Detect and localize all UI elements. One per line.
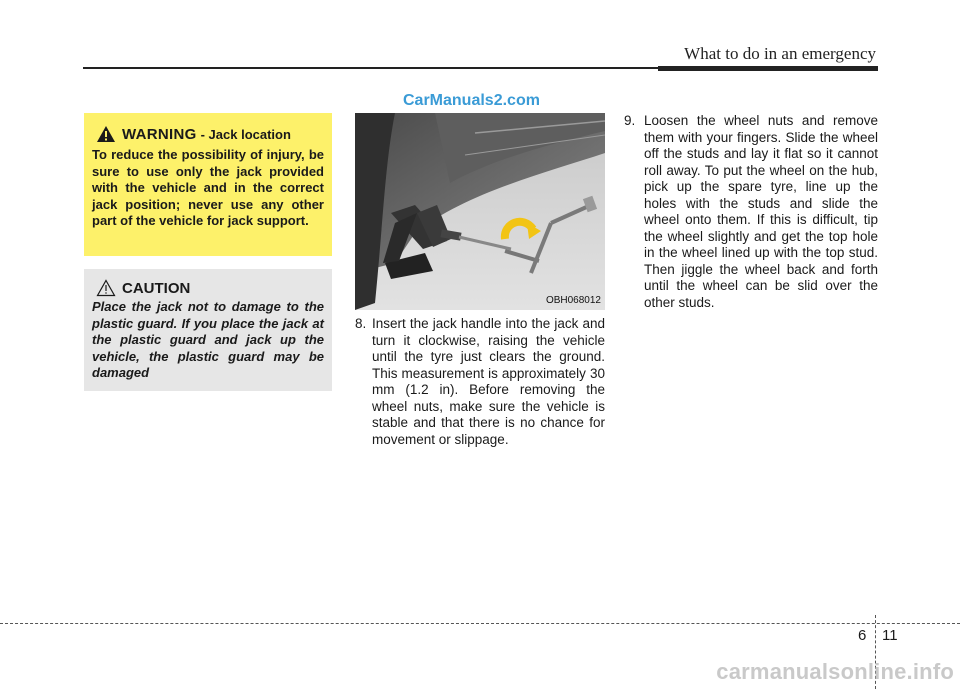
step-number: 8. <box>355 316 367 331</box>
step-text: Insert the jack handle into the jack and turn it clockwise, raising the vehicle until the tyre just clears the ground. This measurement is approximately 30 mm (1.2 in). Before removing the wheel nuts, make sure the vehicle is stable and that there is no chance for movement or slippage. <box>372 316 605 447</box>
chapter-number: 6 <box>858 627 867 644</box>
step-text: Loosen the wheel nuts and remove them with your fingers. Slide the wheel off the studs and lay it flat so it cannot roll away. To put the wheel on the hub, pick up the spare tyre, line up the holes with the studs and slide the wheel onto them. If this is difficult, tip the wheel slightly and get the top hole in the wheel lined up with the top stud. Then jiggle the wheel back and forth until the wheel can be slid over the other studs. <box>644 113 878 310</box>
step-number: 9. <box>624 113 636 128</box>
jack-illustration <box>355 113 605 310</box>
footer-watermark: carmanualsonline.info <box>716 659 954 684</box>
figure-code: OBH068012 <box>545 295 601 306</box>
caution-text: Place the jack not to damage to the plastic guard. If you place the jack at the plastic guard and jack up the vehicle, the plastic guard may be damaged <box>92 299 324 380</box>
step-8 <box>355 316 605 448</box>
warning-subtitle: - Jack location <box>200 126 291 142</box>
warning-label: WARNING <box>122 125 197 143</box>
caution-box <box>84 269 332 391</box>
warning-triangle-icon <box>96 125 116 143</box>
footer-rule <box>0 623 960 624</box>
section-title: What to do in an emergency <box>684 44 876 63</box>
warning-header <box>96 125 324 143</box>
caution-triangle-icon <box>96 279 116 297</box>
header-rule-accent <box>658 66 878 71</box>
warning-box <box>84 113 332 256</box>
page-number: 11 <box>882 627 898 644</box>
watermark-link[interactable]: CarManuals2.com <box>403 92 540 109</box>
caution-header <box>96 279 324 297</box>
caution-label: CAUTION <box>122 279 191 297</box>
warning-text: To reduce the possibility of injury, be sure to use only the jack provided with the vehicle and in the correct jack position; never use any other part of the vehicle for jack support. <box>92 147 324 228</box>
jack-illustration-drawing <box>355 113 605 310</box>
step-9 <box>624 113 878 311</box>
